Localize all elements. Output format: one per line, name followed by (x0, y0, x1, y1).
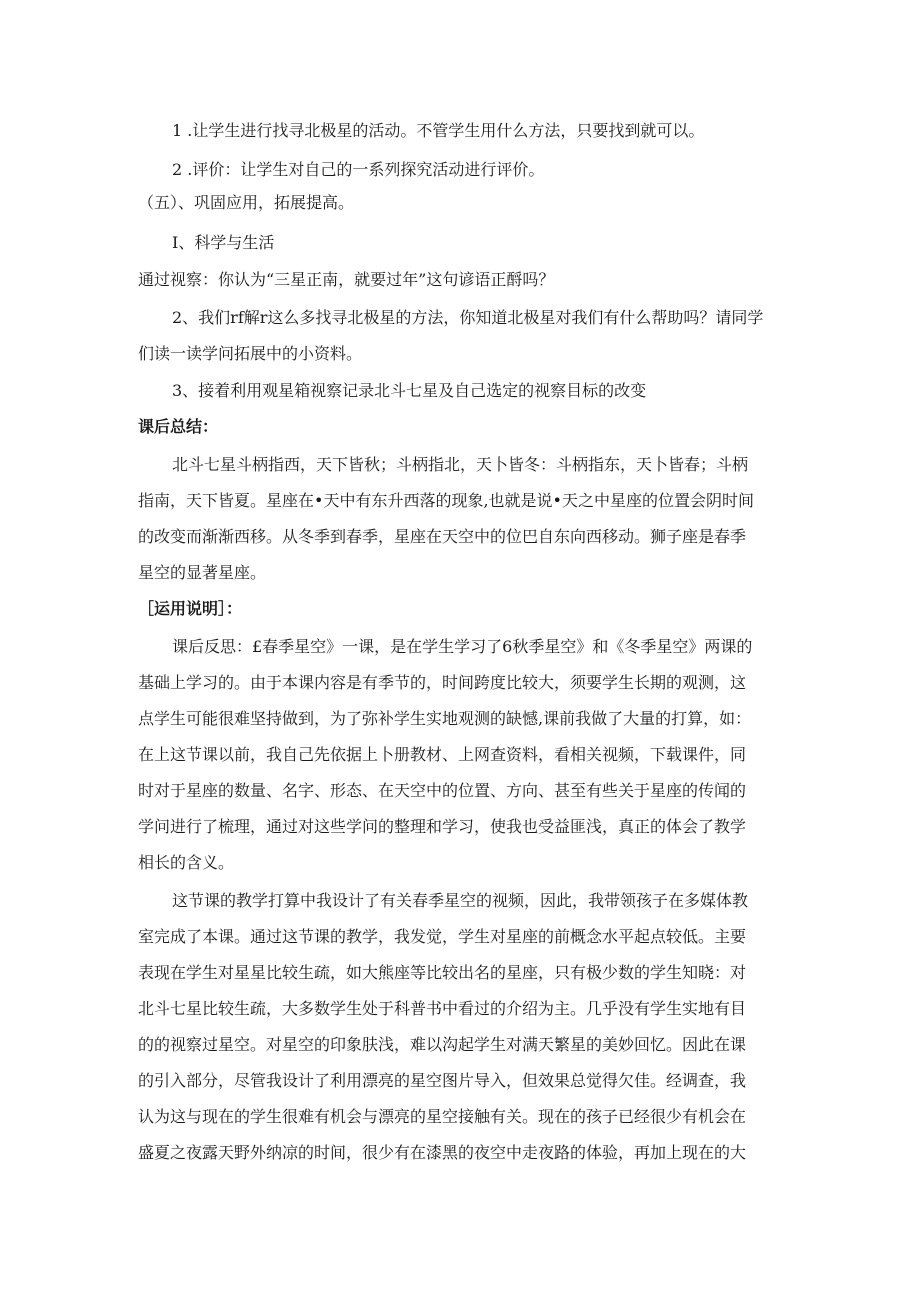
summary-line: 指南，天下皆夏。星座在•天中有东升西落的现象,也就是说•天之中星座的位置会阴时间 (138, 491, 754, 510)
teaching-line: 这节课的教学打算中我设计了有关春季星空的视频，因此，我带领孩子在多媒体教 (172, 891, 749, 910)
reflection-line: 点学生可能很难坚持做到，为了弥补学生实地观测的缺憾,课前我做了大量的打算，如： (138, 709, 752, 728)
reflection-line: 课后反思：£春季星空》一课，是在学生学习了6秋季星空》和《冬季星空》两课的 (172, 637, 753, 656)
teaching-line: 认为这与现在的学生很难有机会与漂亮的星空接触有关。现在的孩子已经很少有机会在 (138, 1107, 747, 1126)
observation-question: 通过视察：你认为“三星正南，就要过年”这句谚语正酹吗？ (138, 270, 555, 289)
reflection-line: 相长的含义。 (138, 853, 235, 872)
teaching-line: 表现在学生对星星比较生疏，如大熊座等比较出名的星座，只有极少数的学生知晓：对 (138, 963, 747, 982)
teaching-line: 北斗七星比较生疏，大多数学生处于科普书中看过的介绍为主。几乎没有学生实地有目 (138, 999, 747, 1018)
summary-line: 的改变而渐渐西移。从冬季到春季，星座在天空中的位巴自东向西移动。狮子座是春季 (138, 527, 747, 546)
summary-line: 北斗七星斗柄指西，天下皆秋；斗柄指北，天卜皆冬：斗柄指东，天卜皆春；斗柄 (172, 455, 749, 474)
activity-item-1: 1 .让学生进行找寻北极星的活动。不管学生用什么方法，只要找到就可以。 (172, 121, 705, 140)
question-3: 3、接着利用观星箱视察记录北斗七星及自己选定的视察目标的改变 (172, 381, 647, 400)
section-heading-5: （五）、巩固应用，拓展提高。 (138, 193, 355, 212)
teaching-line: 盛夏之夜露天野外纳凉的时间，很少有在漆黑的夜空中走夜路的体验，再加上现在的大 (138, 1143, 747, 1162)
reflection-line: 时对于星座的数量、名字、形态、在天空中的位置、方向、甚至有些关于星座的传闻的 (138, 781, 747, 800)
activity-item-2: 2 .评价：让学生对自己的一系列探究活动进行评价。 (172, 160, 545, 179)
teaching-line: 的的视察过星空。对星空的印象肤浅，难以沟起学生对满天繁星的美妙回忆。因此在课 (138, 1035, 747, 1054)
teaching-line: 的引入部分，尽管我设计了利用漂亮的星空图片导入，但效果总觉得欠佳。经调查，我 (138, 1071, 747, 1090)
teaching-line: 室完成了本课。通过这节课的教学，我发觉，学生对星座的前概念水平起点较低。主要 (138, 927, 747, 946)
summary-line: 星空的显著星座。 (138, 563, 267, 582)
subheading-science-life: I、科学与生活 (172, 233, 275, 252)
usage-heading: ［运用说明］： (138, 599, 243, 618)
reflection-line: 在上这节课以前，我自己先依据上卜册教材、上网查资料，看相关视频，下载课件，同 (138, 745, 747, 764)
summary-heading: 课后总结： (138, 417, 219, 436)
reflection-line: 学问进行了梳理，通过对这些学问的整理和学习，使我也受益匪浅，真正的体会了教学 (138, 817, 747, 836)
question-2-line-1: 2、我们rf解r这么多找寻北极星的方法，你知道北极星对我们有什么帮助吗？请同学 (172, 308, 764, 327)
reflection-line: 基础上学习的。由于本课内容是有季节的，时间跨度比较大，须要学生长期的观测，这 (138, 673, 747, 692)
question-2-line-2: 们读一读学问拓展中的小资料。 (138, 344, 363, 363)
